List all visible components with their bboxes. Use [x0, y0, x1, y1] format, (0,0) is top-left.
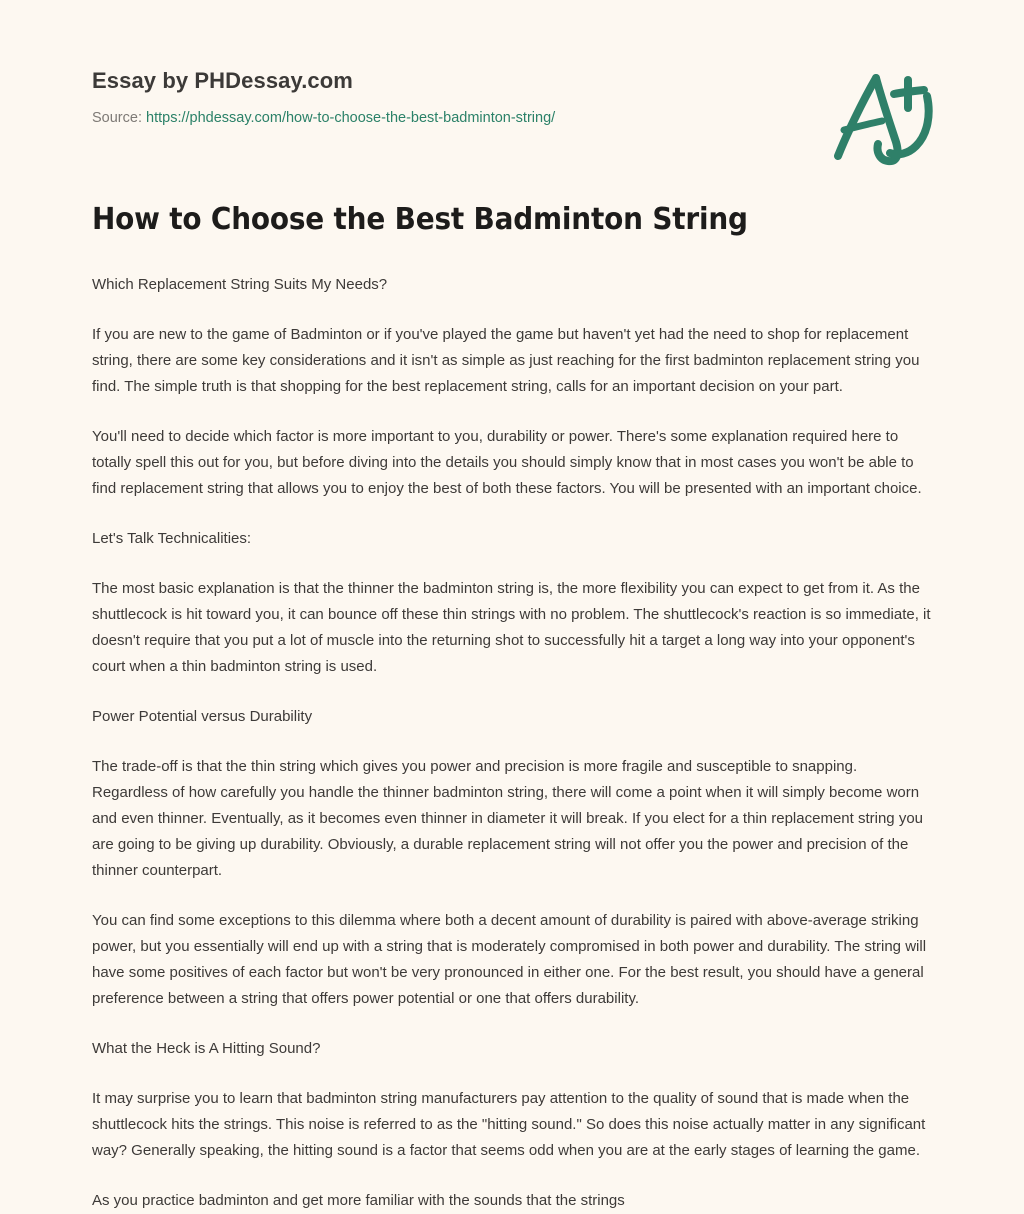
section-subhead: What the Heck is A Hitting Sound?	[92, 1040, 321, 1058]
brand-title: Essay by PHDessay.com	[92, 68, 353, 93]
body-paragraph: If you are new to the game of Badminton or if you've played the game but haven't yet had the need to shop for replacement string, there are some key considerations and it isn't as simple as just reaching for the first badminton replacement string you find. The simple truth is that shopping for the best replacement string, calls for an important decision on your part.	[92, 326, 920, 396]
body-paragraph: You'll need to decide which factor is more important to you, durability or power. There's some explanation required here to totally spell this out for you, but before diving into the details you should simply know that in most cases you won't be able to find replacement string that allows you to enjoy the best of both these factors. You will be presented with an important choice.	[92, 428, 922, 498]
a-plus-logo	[824, 66, 942, 166]
source-url-link[interactable]: https://phdessay.com/how-to-choose-the-best-badminton-string/	[146, 110, 556, 127]
body-paragraph: The trade-off is that the thin string which gives you power and precision is more fragile and susceptible to snapping. Regardless of how carefully you handle the thinner badminton string, there will come a point when it will simply become worn and even thinner. Eventually, as it becomes even thinner in diameter it will break. If you elect for a thin replacement string you are going to be giving up durability. Obviously, a durable replacement string will not offer you the power and precision of the thinner counterpart.	[92, 758, 923, 880]
a-plus-logo-icon	[824, 66, 942, 166]
body-paragraph: It may surprise you to learn that badminton string manufacturers pay attention to the quality of sound that is made when the shuttlecock hits the strings. This noise is referred to as the "hitting sound." So does this noise actually matter in any significant way? Generally speaking, the hitting sound is a factor that seems odd when you are at the early stages of learning the game.	[92, 1090, 926, 1160]
section-subhead: Let's Talk Technicalities:	[92, 530, 252, 548]
source-line	[92, 108, 932, 128]
body-paragraph: The most basic explanation is that the thinner the badminton string is, the more flexibility you can expect to get from it. As the shuttlecock is hit toward you, it can bounce off these thin strings with no problem. The shuttlecock's reaction is so immediate, it doesn't require that you put a lot of muscle into the returning shot to successfully hit a target a long way into your opponent's court when a thin badminton string is used.	[92, 580, 931, 676]
source-label: Source:	[92, 110, 142, 127]
article-body	[92, 272, 932, 1214]
section-subhead: Which Replacement String Suits My Needs?	[92, 276, 388, 294]
body-paragraph: As you practice badminton and get more familiar with the sounds that the strings	[92, 1192, 625, 1210]
section-subhead: Power Potential versus Durability	[92, 708, 313, 726]
article	[92, 201, 932, 1214]
page-header	[92, 0, 932, 129]
page-title: How to Choose the Best Badminton String	[92, 201, 748, 237]
body-paragraph: You can find some exceptions to this dilemma where both a decent amount of durability is paired with above-average striking power, but you essentially will end up with a string that is moderately compromised in both power and durability. The string will have some positives of each factor but won't be very pronounced in either one. For the best result, you should have a general preference between a string that offers power potential or one that offers durability.	[92, 912, 927, 1008]
